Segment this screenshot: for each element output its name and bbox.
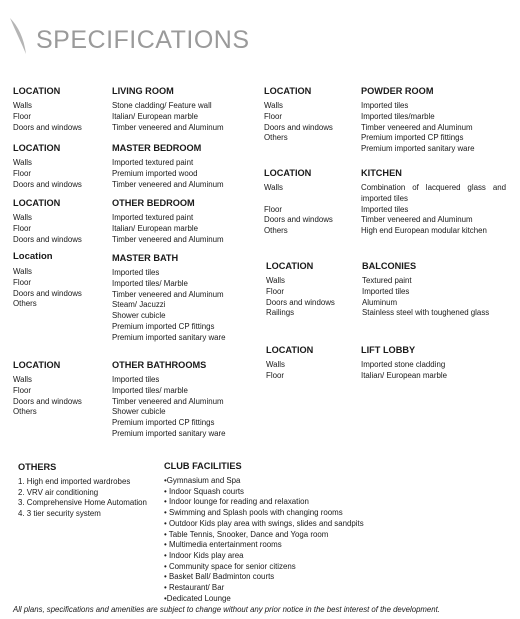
list-item: • Community space for senior citizens xyxy=(164,561,296,571)
spec-line: Railings xyxy=(266,308,295,318)
spec-line: Doors and windows xyxy=(266,297,335,307)
spec-line: Floor xyxy=(13,168,31,178)
spec-line: Timber veneered and Aluminum xyxy=(112,289,224,299)
balconies-block xyxy=(362,260,489,319)
list-item: 4. 3 tier security system xyxy=(18,509,101,519)
location-block-master-bath xyxy=(13,251,82,310)
list-item: •Dedicated Lounge xyxy=(164,593,231,603)
list-item: • Table Tennis, Snooker, Dance and Yoga room xyxy=(164,529,329,539)
list-item: 1. High end imported wardrobes xyxy=(18,477,131,486)
location-block-other-bedroom xyxy=(13,197,82,245)
spec-line: Walls xyxy=(266,276,285,285)
location-block-master-bedroom xyxy=(13,142,82,190)
spec-line: Stone cladding/ Feature wall xyxy=(112,101,212,110)
spec-line: Premium imported CP fittings xyxy=(112,321,215,331)
spec-line: Floor xyxy=(13,277,31,287)
spec-line: Walls xyxy=(13,213,32,222)
section-heading: OTHER BEDROOM xyxy=(112,198,195,208)
spec-line: Imported tiles xyxy=(112,268,160,277)
section-heading: LOCATION xyxy=(264,168,312,178)
spec-line: Italian/ European marble xyxy=(112,223,198,233)
location-block-kitchen xyxy=(264,167,333,237)
spec-line: Floor xyxy=(13,111,31,121)
spec-line: Imported tiles xyxy=(361,101,409,110)
spec-line: Timber veneered and Aluminum xyxy=(361,122,473,132)
spec-line: Imported tiles xyxy=(361,204,409,214)
section-heading: MASTER BEDROOM xyxy=(112,143,202,153)
section-heading: LOCATION xyxy=(13,198,61,208)
lift-lobby-block xyxy=(361,344,447,382)
list-item: • Indoor Kids play area xyxy=(164,550,244,560)
section-heading: LIFT LOBBY xyxy=(361,345,416,355)
list-item: • Indoor Squash courts xyxy=(164,486,244,496)
spec-line: Walls xyxy=(13,267,32,276)
spec-line: Doors and windows xyxy=(13,234,82,244)
spec-line: Floor xyxy=(264,111,282,121)
list-item: • Basket Ball/ Badminton courts xyxy=(164,572,275,582)
section-heading: LOCATION xyxy=(13,143,61,153)
other-bedroom-block xyxy=(112,197,224,245)
location-block-other-bathrooms xyxy=(13,359,82,418)
section-heading: LIVING ROOM xyxy=(112,86,174,96)
spec-line: Others xyxy=(13,407,37,417)
section-heading: LOCATION xyxy=(266,345,314,355)
spec-line: Imported tiles/ Marble xyxy=(112,278,188,288)
spec-line: High end European modular kitchen xyxy=(361,226,487,236)
spec-line: Shower cubicle xyxy=(112,407,166,417)
spacer xyxy=(264,194,333,205)
others-block xyxy=(18,461,147,520)
disclaimer-text: All plans, specifications and amenities are subject to change without any prior notice in the best interest of the development. xyxy=(13,605,440,614)
list-item: • Multimedia entertainment rooms xyxy=(164,540,282,550)
spec-line: Doors and windows xyxy=(13,396,82,406)
spec-line: Walls xyxy=(264,183,283,192)
spec-line: Imported tiles xyxy=(112,375,160,384)
spec-line: Premium imported CP fittings xyxy=(112,418,215,428)
spec-line: Imported tiles/marble xyxy=(361,111,435,121)
spec-line: Doors and windows xyxy=(264,122,333,132)
page-title: SPECIFICATIONS xyxy=(36,26,250,54)
spec-line: Walls xyxy=(13,101,32,110)
list-item: • Indoor lounge for reading and relaxation xyxy=(164,497,309,507)
spec-line: Floor xyxy=(13,385,31,395)
spec-line: Textured paint xyxy=(362,276,412,285)
section-heading: LOCATION xyxy=(13,360,61,370)
list-item: 2. VRV air conditioning xyxy=(18,487,99,497)
spec-line: Walls xyxy=(266,360,285,369)
spec-line: Steam/ Jacuzzi xyxy=(112,300,166,310)
section-heading: LOCATION xyxy=(13,86,61,96)
section-heading: CLUB FACILITIES xyxy=(164,461,242,471)
list-item: • Outdoor Kids play area with swings, slides and sandpits xyxy=(164,518,364,528)
section-heading: OTHER BATHROOMS xyxy=(112,360,207,370)
spec-line: Timber veneered and Aluminum xyxy=(112,179,224,189)
spec-line: Timber veneered and Aluminum xyxy=(112,396,224,406)
spec-line: Imported textured paint xyxy=(112,158,194,167)
spec-line: Doors and windows xyxy=(13,288,82,298)
list-item: • Restaurant/ Bar xyxy=(164,583,225,593)
list-item: •Gymnasium and Spa xyxy=(164,476,241,485)
spec-line: Shower cubicle xyxy=(112,311,166,321)
spec-line: Imported stone cladding xyxy=(361,360,446,369)
living-room-block xyxy=(112,85,224,133)
section-heading: LOCATION xyxy=(264,86,312,96)
location-block-lift-lobby xyxy=(266,344,313,382)
location-block-living xyxy=(13,85,82,133)
spec-line: Doors and windows xyxy=(264,215,333,225)
section-heading: KITCHEN xyxy=(361,168,402,178)
master-bedroom-block xyxy=(112,142,224,190)
spec-line: Timber veneered and Aluminum xyxy=(112,234,224,244)
spec-line: Floor xyxy=(13,223,31,233)
spec-line: Walls xyxy=(13,375,32,384)
spec-line: Others xyxy=(13,299,37,309)
other-bathrooms-block xyxy=(112,359,226,440)
spec-line: Imported tiles xyxy=(362,286,410,296)
list-item: 3. Comprehensive Home Automation xyxy=(18,498,147,508)
location-block-powder xyxy=(264,85,333,144)
spec-line: Stainless steel with toughened glass xyxy=(362,308,490,318)
spec-line: Others xyxy=(264,133,288,143)
spec-line: Premium imported sanitary ware xyxy=(361,144,475,154)
spec-line: Aluminum xyxy=(362,297,398,307)
spec-line: Combination of lacquered glass and imported tiles xyxy=(361,183,506,203)
master-bath-block xyxy=(112,252,226,344)
page-header xyxy=(0,16,520,60)
spec-line: Others xyxy=(264,226,288,236)
section-heading: BALCONIES xyxy=(362,261,417,271)
club-facilities-block xyxy=(164,460,364,604)
spec-line: Walls xyxy=(13,158,32,167)
spec-line: Premium imported CP fittings xyxy=(361,133,464,143)
section-heading: Location xyxy=(13,251,53,262)
spec-line: Italian/ European marble xyxy=(361,370,447,380)
spec-line: Doors and windows xyxy=(13,179,82,189)
brand-swoosh-icon xyxy=(4,16,34,56)
spec-line: Walls xyxy=(264,101,283,110)
section-heading: LOCATION xyxy=(266,261,314,271)
spec-line: Premium imported sanitary ware xyxy=(112,428,226,438)
spec-line: Floor xyxy=(266,370,284,380)
section-heading: POWDER ROOM xyxy=(361,86,434,96)
spec-line: Timber veneered and Aluminum xyxy=(361,215,473,225)
spec-line: Premium imported sanitary ware xyxy=(112,332,226,342)
spec-line: Floor xyxy=(266,286,284,296)
spec-line: Premium imported wood xyxy=(112,168,198,178)
section-heading: OTHERS xyxy=(18,462,57,472)
location-block-balconies xyxy=(266,260,335,319)
powder-room-block xyxy=(361,85,475,155)
spec-line: Timber veneered and Aluminum xyxy=(112,122,224,132)
spec-line: Floor xyxy=(264,204,282,214)
spec-line: Imported textured paint xyxy=(112,213,194,222)
list-item: • Swimming and Splash pools with changing rooms xyxy=(164,508,343,518)
section-heading: MASTER BATH xyxy=(112,253,179,263)
kitchen-block xyxy=(361,167,506,237)
spec-line: Italian/ European marble xyxy=(112,111,198,121)
spec-line: Imported tiles/ marble xyxy=(112,385,188,395)
spec-line: Doors and windows xyxy=(13,122,82,132)
